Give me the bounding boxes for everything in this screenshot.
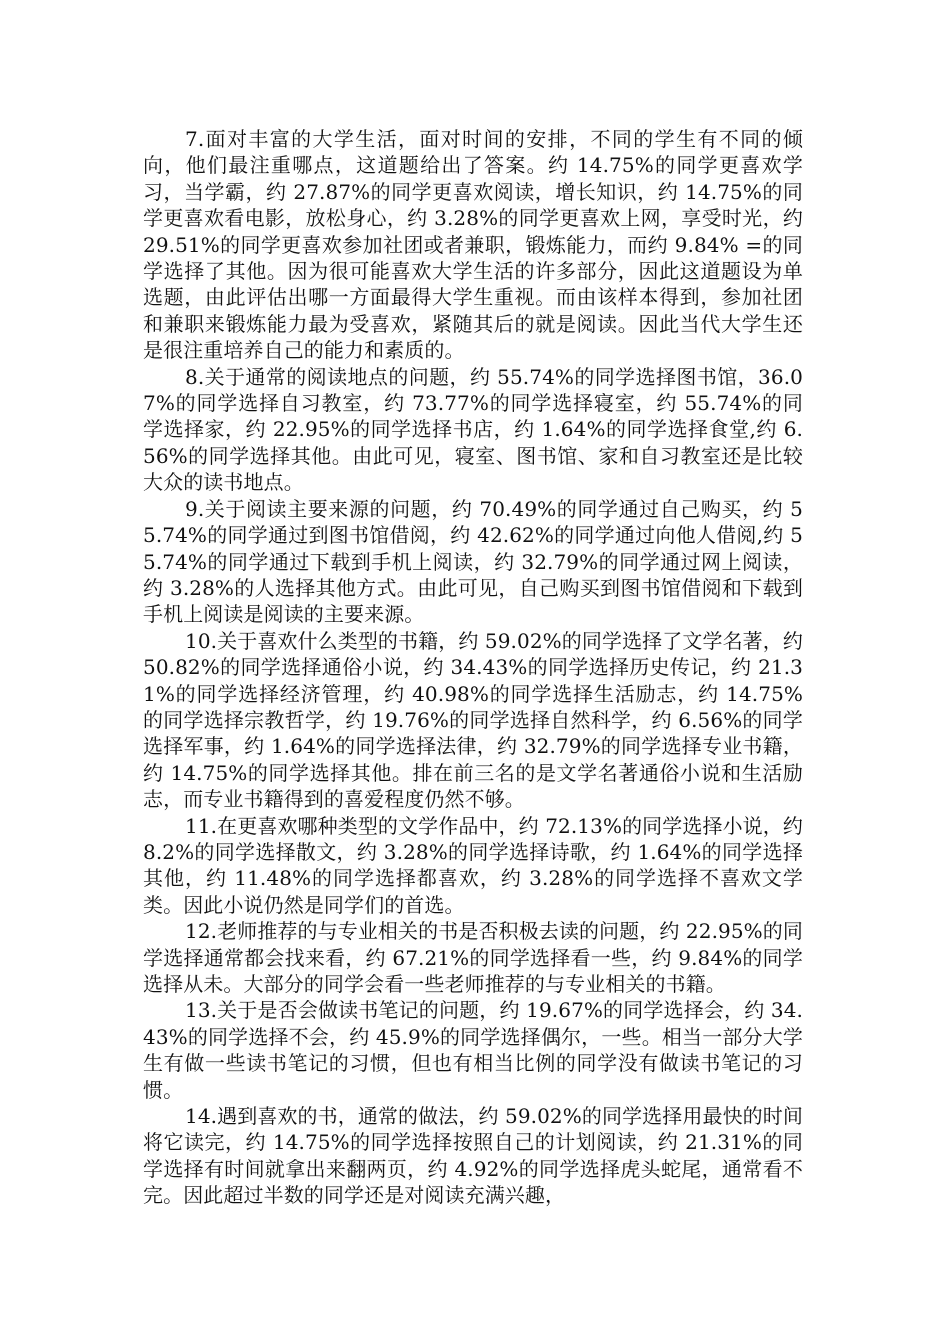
paragraph-8: 8.关于通常的阅读地点的问题，约 55.74%的同学选择图书馆，36.07%的同学选择自习教室，约 73.77%的同学选择寝室，约 55.74%的同学选择家，约 22.95%的同学选择书店，约 1.64%的同学选择食堂,约 6.56%的同学选择其他。由此可见，寝室、图书馆、家和自习教室还是比较大众的读书地点。 — [143, 364, 803, 495]
paragraph-14: 14.遇到喜欢的书，通常的做法，约 59.02%的同学选择用最快的时间将它读完，约 14.75%的同学选择按照自己的计划阅读，约 21.31%的同学选择有时间就拿出来翻两页，约 4.92%的同学选择虎头蛇尾，通常看不完。因此超过半数的同学还是对阅读充满兴趣， — [143, 1104, 803, 1208]
paragraph-7: 7.面对丰富的大学生活，面对时间的安排，不同的学生有不同的倾向，他们最注重哪点，这道题给出了答案。约 14.75%的同学更喜欢学习，当学霸，约 27.87%的同学更喜欢阅读，增长知识，约 14.75%的同学更喜欢看电影，放松身心，约 3.28%的同学更喜欢上网，享受时光，约 29.51%的同学更喜欢参加社团或者兼职，锻炼能力，而约 9.84% =的同学选择了其他。因为很可能喜欢大学生活的许多部分，因此这道题设为单选题，由此评估出哪一方面最得大学生重视。而由该样本得到，参加社团和兼职来锻炼能力最为受喜欢，紧随其后的就是阅读。因此当代大学生还是很注重培养自己的能力和素质的。 — [143, 127, 803, 363]
paragraph-9: 9.关于阅读主要来源的问题，约 70.49%的同学通过自己购买，约 55.74%的同学通过到图书馆借阅，约 42.62%的同学通过向他人借阅,约 55.74%的同学通过下载到手机上阅读，约 32.79%的同学通过网上阅读，约 3.28%的人选择其他方式。由此可见，自己购买到图书馆借阅和下载到手机上阅读是阅读的主要来源。 — [143, 496, 803, 627]
paragraph-13: 13.关于是否会做读书笔记的问题，约 19.67%的同学选择会，约 34.43%的同学选择不会，约 45.9%的同学选择偶尔，一些。相当一部分大学生有做一些读书笔记的习惯，但也有相当比例的同学没有做读书笔记的习惯。 — [143, 998, 803, 1102]
document-body — [143, 126, 803, 1209]
paragraph-12: 12.老师推荐的与专业相关的书是否积极去读的问题，约 22.95%的同学选择通常都会找来看，约 67.21%的同学选择看一些，约 9.84%的同学选择从未。大部分的同学会看一些老师推荐的与专业相关的书籍。 — [143, 919, 803, 996]
paragraph-11: 11.在更喜欢哪种类型的文学作品中，约 72.13%的同学选择小说，约 8.2%的同学选择散文，约 3.28%的同学选择诗歌，约 1.64%的同学选择其他，约 11.48%的同学选择都喜欢，约 3.28%的同学选择不喜欢文学类。因此小说仍然是同学们的首选。 — [143, 813, 803, 917]
paragraph-10: 10.关于喜欢什么类型的书籍，约 59.02%的同学选择了文学名著，约 50.82%的同学选择通俗小说，约 34.43%的同学选择历史传记，约 21.31%的同学选择经济管理，约 40.98%的同学选择生活励志，约 14.75%的同学选择宗教哲学，约 19.76%的同学选择自然科学，约 6.56%的同学选择军事，约 1.64%的同学选择法律，约 32.79%的同学选择专业书籍，约 14.75%的同学选择其他。排在前三名的是文学名著通俗小说和生活励志，而专业书籍得到的喜爱程度仍然不够。 — [143, 628, 803, 812]
